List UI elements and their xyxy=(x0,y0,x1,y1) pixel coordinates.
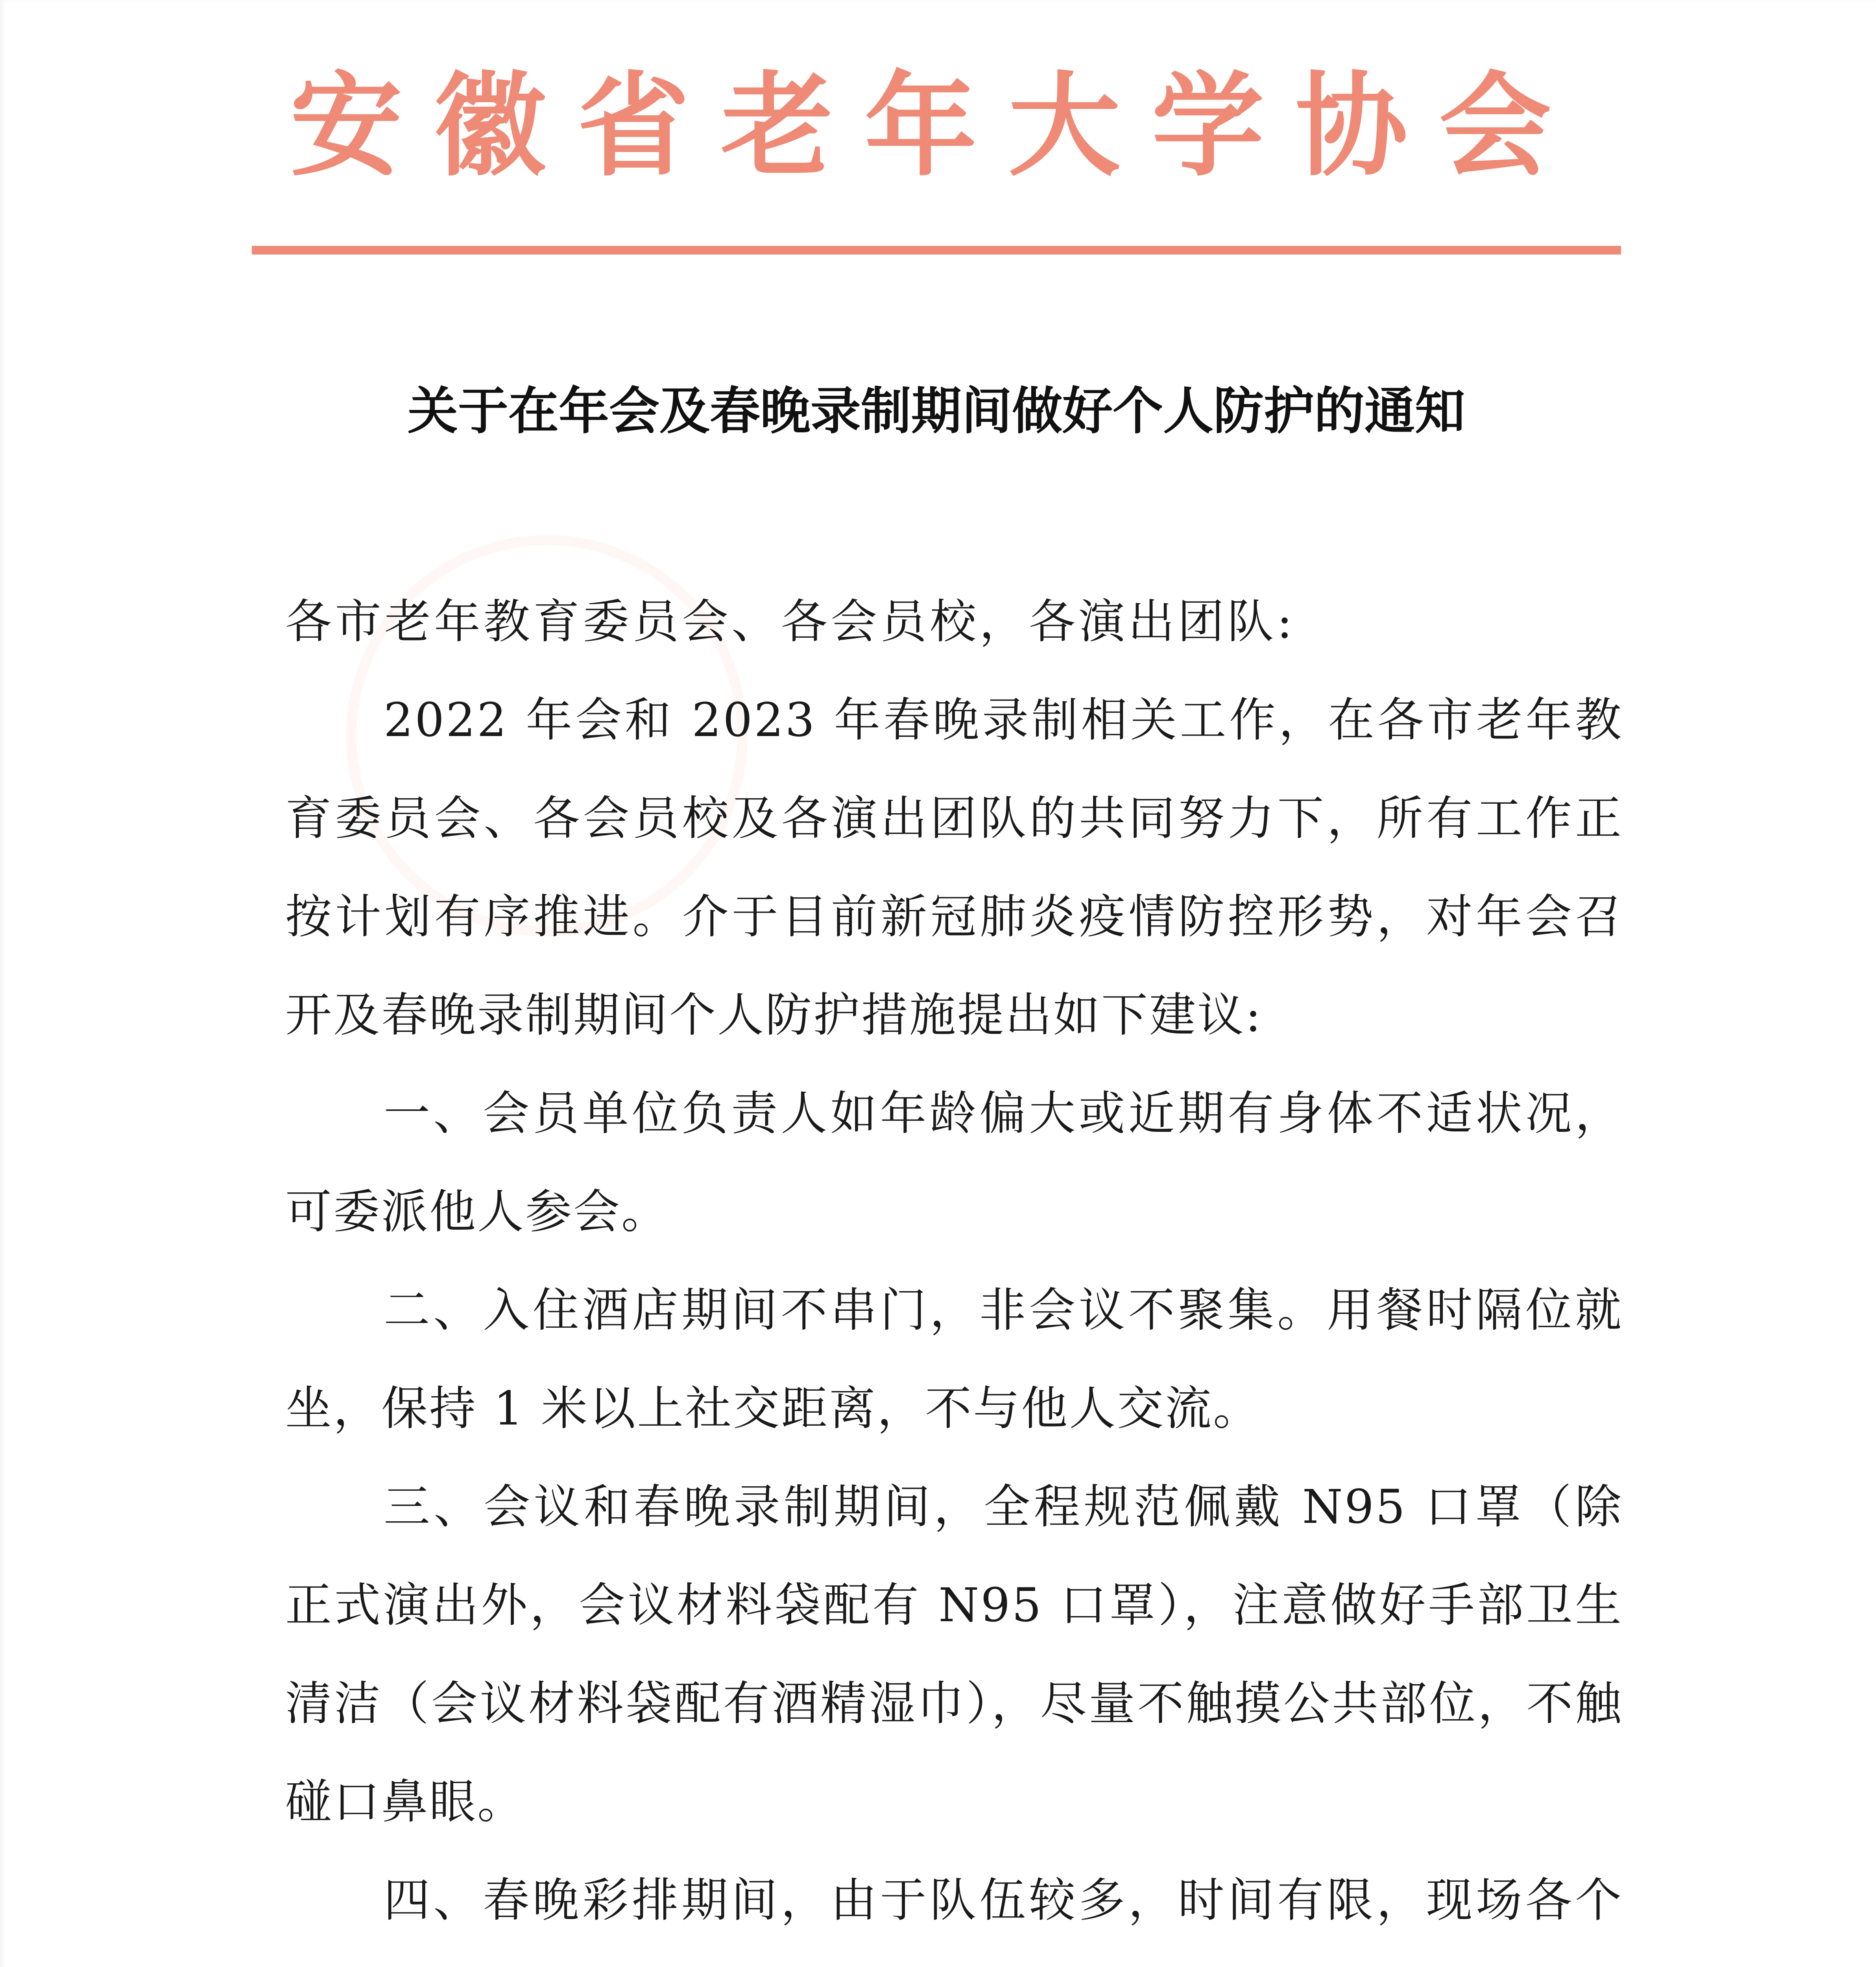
salutation-line: 各市老年教育委员会、各会员校，各演出团队: xyxy=(285,594,1296,649)
organization-header: 安徽省老年大学协会 xyxy=(290,60,1583,192)
header-red-rule xyxy=(252,246,1621,255)
paragraph-item-2: 二、入住酒店期间不串门，非会议不聚集。用餐时隔位就坐，保持 1 米以上社交距离，不与他人交流。 xyxy=(285,1283,1623,1436)
paragraph-item-4: 四、春晚彩排期间，由于队伍较多，时间有限，现场各个 xyxy=(384,1873,1623,1927)
paragraph-item-3: 三、会议和春晚录制期间，全程规范佩戴 N95 口罩（除正式演出外，会议材料袋配有 N95 口罩），注意做好手部卫生清洁（会议材料袋配有酒精湿巾），尽量不触摸公共部位，不触碰口鼻眼。 xyxy=(285,1480,1623,1829)
notice-body xyxy=(285,572,1623,1967)
paragraph-intro: 2022 年会和 2023 年春晚录制相关工作，在各市老年教育委员会、各会员校及各演出团队的共同努力下，所有工作正按计划有序推进。介于目前新冠肺炎疫情防控形势，对年会召开及春晚录制期间个人防护措施提出如下建议: xyxy=(285,693,1623,1042)
paragraph-item-1: 一、会员单位负责人如年龄偏大或近期有身体不适状况，可委派他人参会。 xyxy=(285,1086,1623,1239)
notice-title: 关于在年会及春晚录制期间做好个人防护的通知 xyxy=(407,382,1465,441)
